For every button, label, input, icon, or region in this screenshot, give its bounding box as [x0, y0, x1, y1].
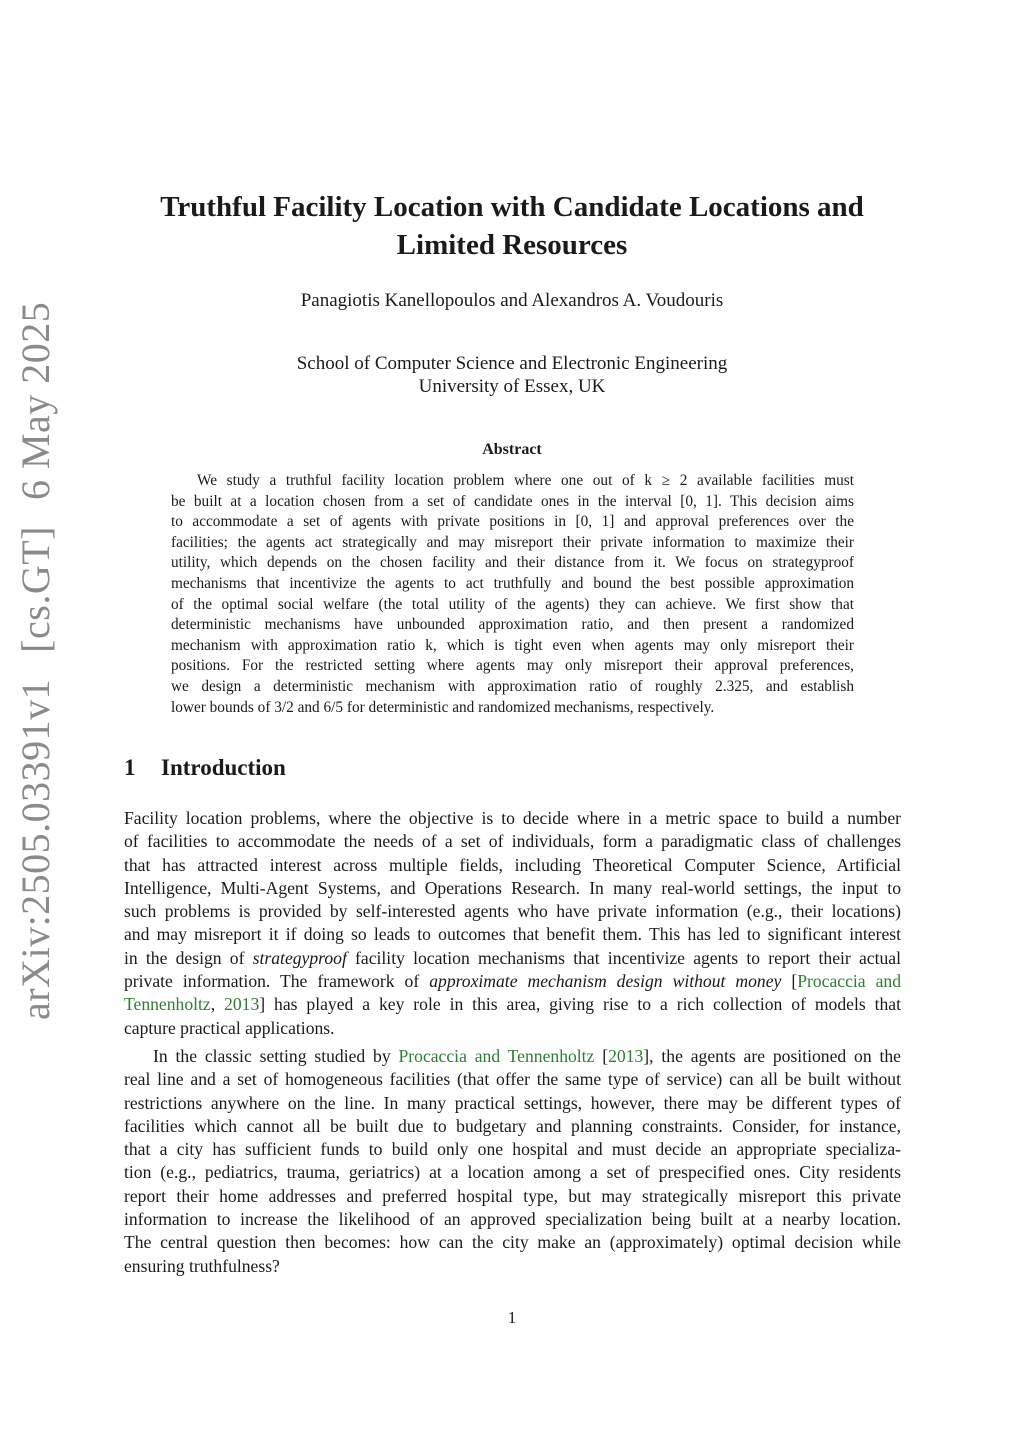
- paragraph-line: [124, 970, 901, 993]
- abstract-line: utility, which depends on the chosen facility and their distance from it. We focus on strategyproof: [171, 554, 854, 572]
- paragraph-line: capture practical applications.: [124, 1017, 335, 1038]
- text-run: private information. The framework of: [124, 971, 430, 992]
- abstract-line: mechanism with approximation ratio k, which is tight even when agents may only misreport their: [171, 636, 854, 654]
- citation-link[interactable]: Tennenholtz: [124, 994, 211, 1015]
- paragraph-line: [124, 947, 901, 970]
- paragraph-line: report their home addresses and preferred hospital type, but may strategically misreport this private: [124, 1185, 901, 1206]
- text-run: facility location mechanisms that incentivize agents to report their actual: [346, 947, 901, 968]
- paragraph-line: The central question then becomes: how can the city make an (approximately) optimal decision while: [124, 1232, 901, 1253]
- paragraph-line: Facility location problems, where the objective is to decide where in a metric space to build a number: [124, 808, 901, 828]
- abstract-line: We study a truthful facility location problem where one out of k ≥ 2 available facilities must: [197, 472, 854, 489]
- text-run: In the classic setting studied by: [153, 1046, 399, 1066]
- paragraph-line: ensuring truthfulness?: [124, 1255, 280, 1276]
- arxiv-identifier-stamp: [12, 302, 59, 1020]
- text-run: [: [781, 971, 798, 992]
- paragraph-line: such problems is provided by self-interested agents who have private information (e.g., their locations): [124, 901, 901, 922]
- paragraph-line: real line and a set of homogeneous facilities (that offer the same type of service) can all be built without: [124, 1069, 901, 1090]
- abstract-line: deterministic mechanisms have unbounded approximation ratio, and then present a randomized: [171, 616, 854, 634]
- abstract-heading: Abstract: [482, 441, 542, 458]
- affiliation-line: University of Essex, UK: [418, 376, 606, 397]
- paragraph-line: [124, 993, 901, 1016]
- affiliation-line: School of Computer Science and Electronic Engineering: [296, 353, 728, 374]
- affiliation: [100, 352, 924, 398]
- paragraph-line: tion (e.g., pediatrics, trauma, geriatrics) at a location among a set of prespecified ones. City residents: [124, 1162, 901, 1183]
- abstract-line: lower bounds of 3/2 and 6/5 for deterministic and randomized mechanisms, respectively.: [171, 698, 715, 716]
- abstract-line: positions. For the restricted setting where agents may only misreport their approval preferences,: [171, 657, 854, 675]
- intro-paragraph-1: [124, 807, 901, 1040]
- abstract-line: mechanisms that incentivize the agents to act truthfully and bound the best possible approximation: [171, 574, 854, 592]
- intro-paragraph-2: [124, 1045, 901, 1278]
- text-run: ] has played a key role in this area, giving rise to a rich collection of models that: [259, 994, 901, 1015]
- paragraph-line: that a city has sufficient funds to build only one hospital and must decide an appropriate specializa-: [124, 1139, 901, 1160]
- citation-link[interactable]: Procaccia and: [797, 971, 901, 992]
- abstract-line: to accommodate a set of agents with private positions in [0, 1] and approval preferences over the: [171, 513, 854, 531]
- section-title: Introduction: [161, 755, 286, 780]
- authors: Panagiotis Kanellopoulos and Alexandros A. Voudouris: [300, 290, 724, 311]
- paper-title-line: Limited Resources: [396, 229, 628, 261]
- paragraph-line: and may misreport it if doing so leads to outcomes that benefit them. This has led to significant interest: [124, 924, 901, 945]
- paper-title: [100, 188, 924, 264]
- paragraph-line: information to increase the likelihood of an approved specialization being built at a nearby location.: [124, 1209, 901, 1230]
- abstract-line: be built at a location chosen from a set of candidate ones in the interval [0, 1]. This decision aims: [171, 492, 854, 510]
- abstract-line: facilities; the agents act strategically and may misreport their private information to maximize their: [171, 533, 854, 551]
- section-heading-introduction: [124, 755, 286, 781]
- paper-title-line: Truthful Facility Location with Candidate Locations and: [160, 191, 864, 223]
- emphasis-strategyproof: strategyproof: [252, 947, 347, 968]
- abstract-line: we design a deterministic mechanism with approximation ratio of roughly 2.325, and establish: [171, 677, 854, 695]
- page-number: 1: [507, 1308, 517, 1327]
- arxiv-category: [cs.GT]: [13, 526, 58, 653]
- paragraph-line: [124, 1045, 901, 1068]
- section-number: 1: [124, 755, 136, 780]
- text-run: [: [594, 1046, 609, 1066]
- text-run: ], the agents are positioned on the: [643, 1046, 901, 1066]
- citation-link[interactable]: Procaccia and Tennenholtz: [398, 1046, 595, 1066]
- paragraph-line: of facilities to accommodate the needs of a set of individuals, form a paradigmatic class of challenges: [124, 831, 901, 852]
- paragraph-line: Intelligence, Multi-Agent Systems, and Operations Research. In many real-world settings, the input to: [124, 877, 901, 898]
- abstract-body: [171, 471, 854, 718]
- text-run: ,: [210, 994, 225, 1015]
- paragraph-line: restrictions anywhere on the line. In many practical settings, however, there may be different types of: [124, 1092, 901, 1113]
- citation-year-link[interactable]: 2013: [608, 1046, 644, 1066]
- arxiv-date: 6 May 2025: [13, 301, 58, 501]
- citation-year-link[interactable]: 2013: [224, 994, 260, 1015]
- text-run: in the design of: [124, 947, 253, 968]
- arxiv-id: arXiv:2505.03391v1: [13, 678, 58, 1020]
- abstract-line: of the optimal social welfare (the total utility of the agents) they can achieve. We first show that: [171, 595, 854, 613]
- paragraph-line: facilities which cannot all be built due to budgetary and planning constraints. Consider, for instance,: [124, 1115, 901, 1136]
- emphasis-framework: approximate mechanism design without money: [429, 971, 782, 992]
- paragraph-line: that has attracted interest across multiple fields, including Theoretical Computer Science, Artificial: [124, 854, 901, 875]
